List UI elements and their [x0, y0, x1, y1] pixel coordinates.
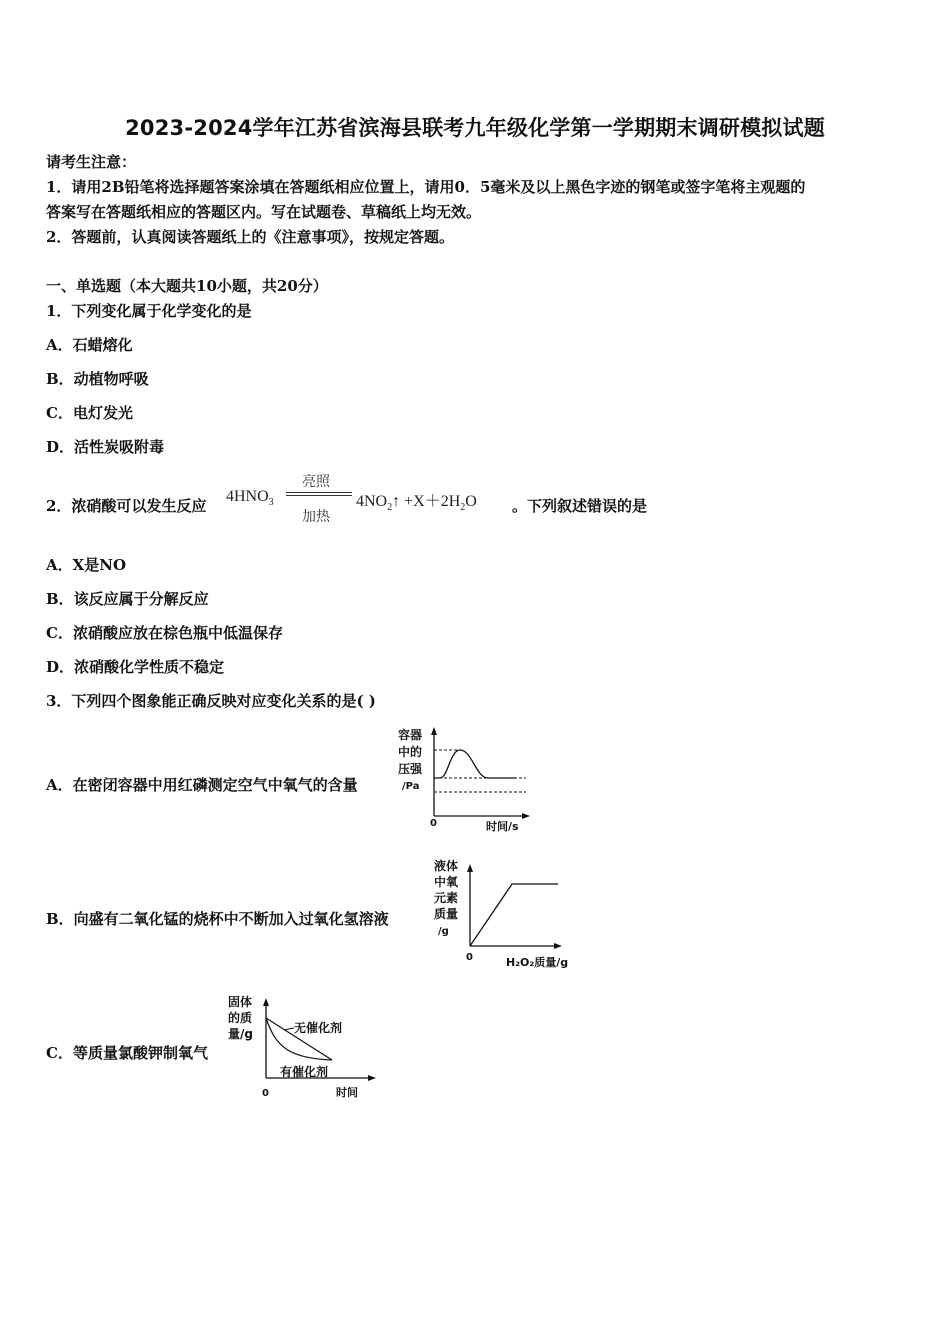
graph-a-origin: 0: [430, 818, 437, 829]
question-1-stem: 1．下列变化属于化学变化的是: [46, 302, 252, 320]
equation-condition-top: 亮照: [302, 474, 330, 490]
graph-a-x-arrow: [522, 813, 530, 819]
notice-heading: 请考生注意：: [46, 153, 137, 171]
graph-b-ylabel-2: 中氧: [434, 875, 459, 889]
equation-condition-bottom: 加热: [302, 509, 330, 525]
question-2-stem-suffix: 。下列叙述错误的是: [512, 497, 648, 515]
graph-c-x-arrow: [368, 1075, 376, 1081]
graph-a-ylabel-1: 容器: [398, 728, 423, 742]
q1-option-a: A．石蜡熔化: [46, 336, 133, 354]
graph-c-y-arrow: [263, 998, 269, 1006]
equation-arrow-line-top: [286, 492, 352, 493]
graph-c-label-with-catalyst: 有催化剂: [280, 1065, 329, 1079]
graph-b-origin: 0: [466, 952, 473, 963]
graph-c-ylabel-1: 固体: [228, 995, 253, 1009]
graph-a-ylabel-4: /Pa: [402, 781, 420, 792]
q1-option-b: B．动植物呼吸: [46, 370, 149, 388]
q2-option-a: A．X是NO: [46, 556, 127, 574]
notice-line-1-continued: 答案写在答题纸相应的答题区内。写在试题卷、草稿纸上均无效。: [46, 203, 482, 221]
graph-c-ylabel-2: 的质: [228, 1011, 253, 1025]
graph-c-solid-mass: [224, 992, 394, 1102]
q2-option-d: D．浓硝酸化学性质不稳定: [46, 658, 225, 676]
graph-b-xlabel: H₂O₂质量/g: [506, 956, 569, 969]
equation-reactant: $4HNO_3$: [226, 488, 274, 509]
graph-a-ylabel-3: 压强: [398, 762, 423, 776]
graph-c-origin: 0: [262, 1088, 269, 1099]
question-3-stem: 3．下列四个图象能正确反映对应变化关系的是( ): [46, 692, 376, 710]
equation-products: $4NO_2↑ +X+2H_2O$: [356, 493, 477, 514]
graph-c-xlabel: 时间: [336, 1086, 358, 1099]
q2-option-c: C．浓硝酸应放在棕色瓶中低温保存: [46, 624, 283, 642]
graph-b-ylabel-1: 液体: [434, 859, 459, 873]
graph-a-curve: [434, 750, 516, 778]
equation-arrow-line-bottom: [286, 495, 352, 496]
q3-option-b: B．向盛有二氧化锰的烧杯中不断加入过氧化氢溶液: [46, 910, 389, 928]
graph-b-x-arrow: [554, 943, 562, 949]
graph-a-xlabel: 时间/s: [486, 820, 519, 833]
graph-b-ylabel-5: /g: [438, 926, 449, 937]
graph-b-oxygen-mass: [430, 856, 590, 974]
q3-option-c: C．等质量氯酸钾制氧气: [46, 1044, 208, 1062]
question-2-stem-prefix: 2．浓硝酸可以发生反应: [46, 497, 207, 515]
q3-option-a: A．在密闭容器中用红磷测定空气中氧气的含量: [46, 776, 358, 794]
graph-b-ylabel-4: 质量: [434, 907, 459, 921]
page-title: 2023-2024学年江苏省滨海县联考九年级化学第一学期期末调研模拟试题: [125, 116, 825, 140]
graph-b-curve: [470, 884, 558, 946]
graph-c-ylabel-3: 量/g: [228, 1027, 253, 1041]
notice-line-1: 1．请用2B铅笔将选择题答案涂填在答题纸相应位置上，请用0．5毫米及以上黑色字迹的钢笔或签字笔将主观题的: [46, 178, 806, 196]
section-heading: 一、单选题（本大题共10小题，共20分）: [46, 277, 328, 295]
graph-b-y-arrow: [467, 864, 473, 872]
notice-line-2: 2．答题前，认真阅读答题纸上的《注意事项》，按规定答题。: [46, 228, 454, 246]
graph-a-ylabel-2: 中的: [398, 745, 423, 759]
graph-c-leader-no-catalyst: [284, 1028, 294, 1030]
graph-a-y-arrow: [431, 727, 437, 735]
q1-option-d: D．活性炭吸附毒: [46, 438, 165, 456]
q2-option-b: B．该反应属于分解反应: [46, 590, 209, 608]
graph-c-label-no-catalyst: 无催化剂: [294, 1021, 343, 1035]
graph-b-ylabel-3: 元素: [434, 891, 459, 905]
graph-a-pressure-time: [392, 724, 542, 834]
q1-option-c: C．电灯发光: [46, 404, 133, 422]
